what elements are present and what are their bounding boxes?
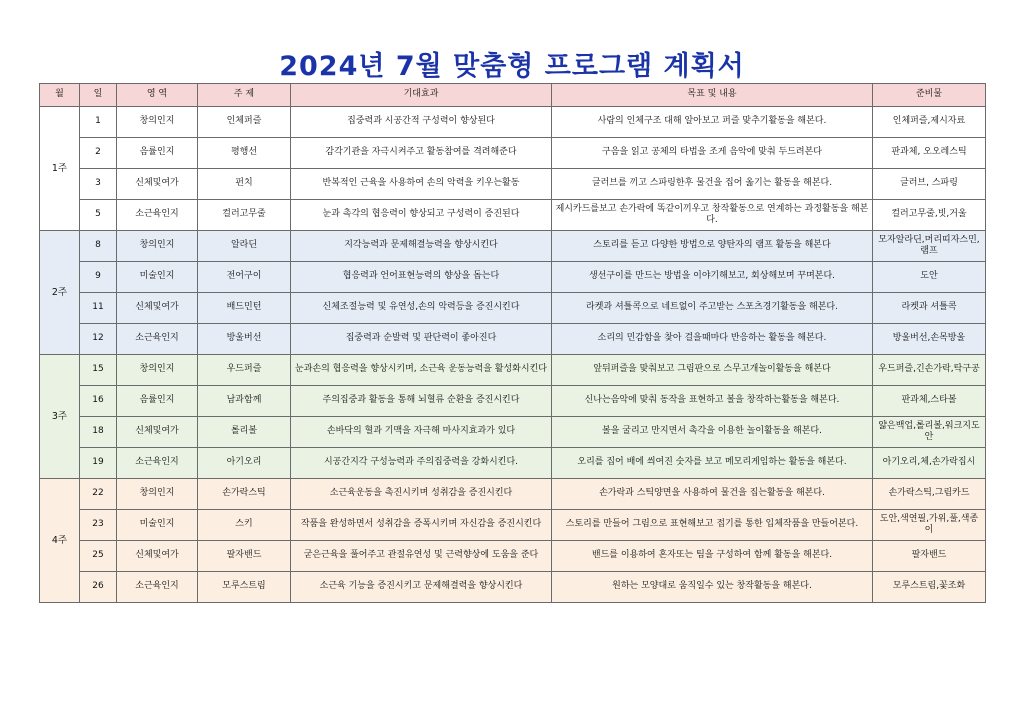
day-cell: 9 [80,262,117,293]
prep-cell: 도안,색연필,가위,풀,색종이 [873,510,986,541]
effect-cell: 지각능력과 문제해결능력을 향상시킨다 [291,231,552,262]
prep-cell: 컬러고무줄,빗,거울 [873,200,986,231]
day-cell: 18 [80,417,117,448]
effect-cell: 반복적인 근육을 사용하여 손의 악력을 키우는활동 [291,169,552,200]
page-title: 2024년 7월 맞춤형 프로그램 계획서 [279,51,745,82]
effect-cell: 소근육 기능을 증진시키고 문제해결력을 향상시킨다 [291,572,552,603]
table-row [40,200,986,231]
content-cell: 볼을 굴리고 만지면서 촉각을 이용한 놀이활동을 해본다. [552,417,873,448]
table-row [40,262,986,293]
topic-cell: 배드민턴 [198,293,291,324]
area-cell: 창의인지 [117,231,198,262]
table-row [40,479,986,510]
day-cell: 25 [80,541,117,572]
program-plan-table [39,83,986,603]
table-row [40,510,986,541]
area-cell: 소근육인지 [117,572,198,603]
effect-cell: 작품을 완성하면서 성취감을 증폭시키며 자신감을 증진시킨다 [291,510,552,541]
header-month: 월 [40,84,80,107]
topic-cell: 아기오리 [198,448,291,479]
table-row [40,107,986,138]
content-cell: 오리를 집어 배에 씌여진 숫자를 보고 메모리게임하는 활동을 해본다. [552,448,873,479]
content-cell: 사람의 인체구조 대해 알아보고 퍼즐 맞추기활동을 해본다. [552,107,873,138]
prep-cell: 팔자밴드 [873,541,986,572]
area-cell: 신체및여가 [117,417,198,448]
area-cell: 소근육인지 [117,324,198,355]
table-row [40,355,986,386]
table-row [40,541,986,572]
content-cell: 원하는 모양대로 움직일수 있는 창작활동을 해본다. [552,572,873,603]
header-day: 일 [80,84,117,107]
header-area: 영 역 [117,84,198,107]
day-cell: 15 [80,355,117,386]
week-label: 3주 [40,355,80,479]
table-row [40,293,986,324]
header-content: 목표 및 내용 [552,84,873,107]
prep-cell: 방울버선,손목방울 [873,324,986,355]
prep-cell: 손가락스틱,그림카드 [873,479,986,510]
area-cell: 창의인지 [117,479,198,510]
day-cell: 11 [80,293,117,324]
topic-cell: 방울버선 [198,324,291,355]
header-effect: 기대효과 [291,84,552,107]
effect-cell: 손바닥의 혈과 기맥을 자극해 마사지효과가 있다 [291,417,552,448]
topic-cell: 손가락스틱 [198,479,291,510]
effect-cell: 집중력과 시공간적 구성력이 향상된다 [291,107,552,138]
day-cell: 19 [80,448,117,479]
content-cell: 밴드를 이용하여 혼자또는 팀을 구성하여 함께 활동을 해본다. [552,541,873,572]
prep-cell: 아기오리,체,손가락집시 [873,448,986,479]
table-row [40,386,986,417]
effect-cell: 시공간지각 구성능력과 주의집중력을 강화시킨다. [291,448,552,479]
content-cell: 스토리를 듣고 다양한 방법으로 양탄자의 램프 활동을 해본다 [552,231,873,262]
day-cell: 2 [80,138,117,169]
week-label: 4주 [40,479,80,603]
effect-cell: 감각기관을 자극시켜주고 활동참여를 격려해준다 [291,138,552,169]
prep-cell: 도안 [873,262,986,293]
prep-cell: 인체퍼즐,제시자료 [873,107,986,138]
topic-cell: 인체퍼즐 [198,107,291,138]
topic-cell: 남과함께 [198,386,291,417]
day-cell: 12 [80,324,117,355]
area-cell: 미술인지 [117,262,198,293]
area-cell: 소근육인지 [117,448,198,479]
header-topic: 주 제 [198,84,291,107]
day-cell: 1 [80,107,117,138]
content-cell: 앞뒤퍼즐을 맞춰보고 그림판으로 스무고개놀이활동을 해본다 [552,355,873,386]
table-row [40,448,986,479]
topic-cell: 모루스트림 [198,572,291,603]
day-cell: 16 [80,386,117,417]
prep-cell: 모자알라딘,머리띠자스민,램프 [873,231,986,262]
topic-cell: 우드퍼즐 [198,355,291,386]
content-cell: 라켓과 셔틀콕으로 네트없이 주고받는 스포츠경기활동을 해본다. [552,293,873,324]
header-prep: 준비물 [873,84,986,107]
week-label: 1주 [40,107,80,231]
table-row [40,417,986,448]
table-row [40,138,986,169]
content-cell: 생선구이를 만드는 방법을 이야기해보고, 회상해보며 꾸며본다. [552,262,873,293]
effect-cell: 집중력과 순발력 및 판단력이 좋아진다 [291,324,552,355]
table-header-row [40,84,986,107]
prep-cell: 판과체,스타볼 [873,386,986,417]
prep-cell: 얇은백업,롤리볼,워크지도안 [873,417,986,448]
day-cell: 22 [80,479,117,510]
topic-cell: 펀치 [198,169,291,200]
area-cell: 음률인지 [117,138,198,169]
area-cell: 신체및여가 [117,541,198,572]
effect-cell: 눈과 촉각의 협응력이 향상되고 구성력이 증진된다 [291,200,552,231]
topic-cell: 팔자밴드 [198,541,291,572]
area-cell: 음률인지 [117,386,198,417]
table-row [40,169,986,200]
effect-cell: 굳은근육을 풀어주고 관절유연성 및 근력향상에 도움을 준다 [291,541,552,572]
effect-cell: 주의집중과 활동을 통해 뇌혈류 순환을 증진시킨다 [291,386,552,417]
day-cell: 8 [80,231,117,262]
content-cell: 글러브를 끼고 스파링한후 물건을 집어 옮기는 활동을 해본다. [552,169,873,200]
effect-cell: 협응력과 언어표현능력의 향상을 돕는다 [291,262,552,293]
topic-cell: 평행선 [198,138,291,169]
effect-cell: 신체조절능력 및 유연성,손의 악력등을 증진시킨다 [291,293,552,324]
prep-cell: 우드퍼즐,긴손가락,탁구공 [873,355,986,386]
area-cell: 미술인지 [117,510,198,541]
prep-cell: 글러브, 스파링 [873,169,986,200]
content-cell: 손가락과 스틱양면을 사용하여 물건을 집는활동을 해본다. [552,479,873,510]
day-cell: 23 [80,510,117,541]
day-cell: 5 [80,200,117,231]
week-label: 2주 [40,231,80,355]
table-row [40,231,986,262]
topic-cell: 스키 [198,510,291,541]
area-cell: 창의인지 [117,355,198,386]
topic-cell: 롤리볼 [198,417,291,448]
prep-cell: 모루스트림,꽃조화 [873,572,986,603]
prep-cell: 라켓과 셔틀콕 [873,293,986,324]
area-cell: 창의인지 [117,107,198,138]
day-cell: 26 [80,572,117,603]
content-cell: 소리의 민감함을 찾아 걸을때마다 반응하는 활동을 해본다. [552,324,873,355]
content-cell: 구음을 읽고 공체의 타법을 조게 음악에 맞춰 두드려본다 [552,138,873,169]
table-row [40,324,986,355]
area-cell: 신체및여가 [117,169,198,200]
area-cell: 신체및여가 [117,293,198,324]
content-cell: 제시카드를보고 손가락에 똑같이끼우고 창작활동으로 연계하는 과정활동을 해본다. [552,200,873,231]
topic-cell: 컬러고무줄 [198,200,291,231]
topic-cell: 전어구이 [198,262,291,293]
effect-cell: 눈과손의 협응력을 향상시키며, 소근육 운동능력을 활성화시킨다 [291,355,552,386]
effect-cell: 소근육운동을 촉진시키며 성취감을 증진시킨다 [291,479,552,510]
table-row [40,572,986,603]
content-cell: 스토리를 만들어 그림으로 표현해보고 접기를 통한 입체작품을 만들어본다. [552,510,873,541]
area-cell: 소근육인지 [117,200,198,231]
topic-cell: 알라딘 [198,231,291,262]
content-cell: 신나는음악에 맞춰 동작을 표현하고 볼을 창작하는활동을 해본다. [552,386,873,417]
prep-cell: 판과체, 오오레스틱 [873,138,986,169]
day-cell: 3 [80,169,117,200]
